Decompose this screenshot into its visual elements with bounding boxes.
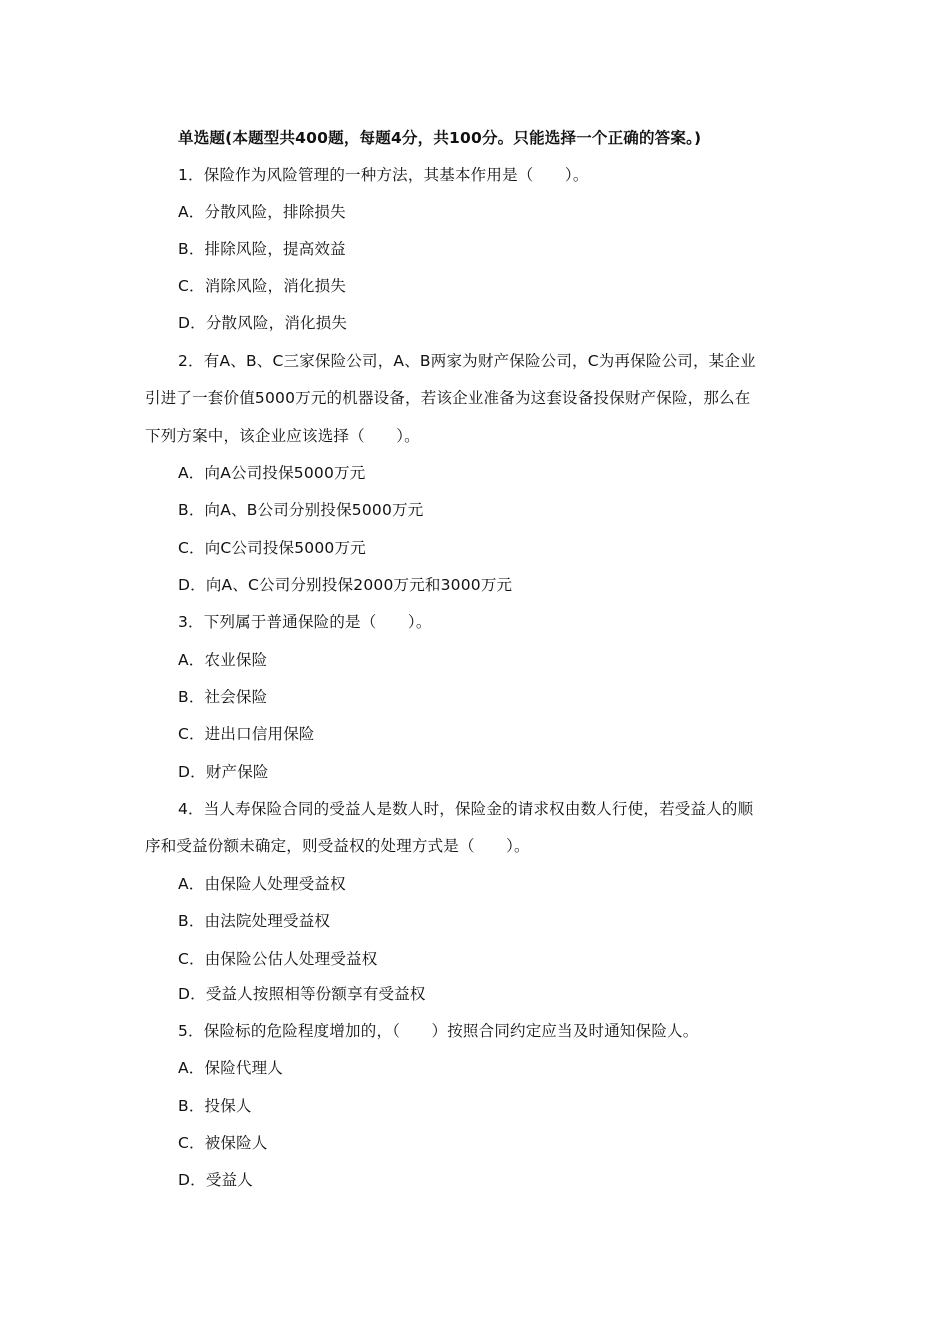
question-2-option-d: D．向A、C公司分别投保2000万元和3000万元 (178, 576, 513, 594)
question-1-option-d: D．分散风险，消化损失 (178, 314, 348, 332)
question-4-option-c: C．由保险公估人处理受益权 (178, 950, 378, 968)
question-3-option-a: A．农业保险 (178, 651, 268, 669)
question-4-option-a: A．由保险人处理受益权 (178, 875, 346, 893)
question-5-option-a: A．保险代理人 (178, 1059, 284, 1077)
question-3-option-d: D．财产保险 (178, 763, 269, 781)
question-2-option-a: A．向A公司投保5000万元 (178, 464, 366, 482)
question-5-option-b: B．投保人 (178, 1097, 252, 1115)
question-2-option-b: B．向A、B公司分别投保5000万元 (178, 501, 424, 519)
question-4-stem-line-2: 序和受益份额未确定，则受益权的处理方式是（ ）。 (145, 837, 530, 855)
section-header: 单选题(本题型共400题，每题4分，共100分。只能选择一个正确的答案。) (178, 129, 702, 147)
question-2-stem-line-3: 下列方案中，该企业应该选择（ ）。 (145, 427, 420, 445)
question-2-option-c: C．向C公司投保5000万元 (178, 539, 366, 557)
question-4-option-d: D．受益人按照相等份额享有受益权 (178, 985, 426, 1003)
question-5-option-c: C．被保险人 (178, 1134, 268, 1152)
question-4-option-b: B．由法院处理受益权 (178, 912, 331, 930)
question-3-stem: 3．下列属于普通保险的是（ ）。 (178, 613, 432, 631)
question-4-stem-line-1: 4．当人寿保险合同的受益人是数人时，保险金的请求权由数人行使，若受益人的顺 (178, 800, 754, 818)
question-1-option-a: A．分散风险，排除损失 (178, 203, 346, 221)
question-5-stem: 5．保险标的危险程度增加的，（ ）按照合同约定应当及时通知保险人。 (178, 1022, 699, 1040)
question-1-stem: 1．保险作为风险管理的一种方法，其基本作用是（ ）。 (178, 166, 589, 184)
question-1-option-c: C．消除风险，消化损失 (178, 277, 347, 295)
question-5-option-d: D．受益人 (178, 1171, 253, 1189)
question-3-option-b: B．社会保险 (178, 688, 268, 706)
question-2-stem-line-2: 引进了一套价值5000万元的机器设备，若该企业准备为这套设备投保财产保险，那么在 (145, 389, 751, 407)
question-1-option-b: B．排除风险，提高效益 (178, 240, 346, 258)
question-3-option-c: C．进出口信用保险 (178, 725, 315, 743)
question-2-stem-line-1: 2．有A、B、C三家保险公司，A、B两家为财产保险公司，C为再保险公司，某企业 (178, 352, 756, 370)
